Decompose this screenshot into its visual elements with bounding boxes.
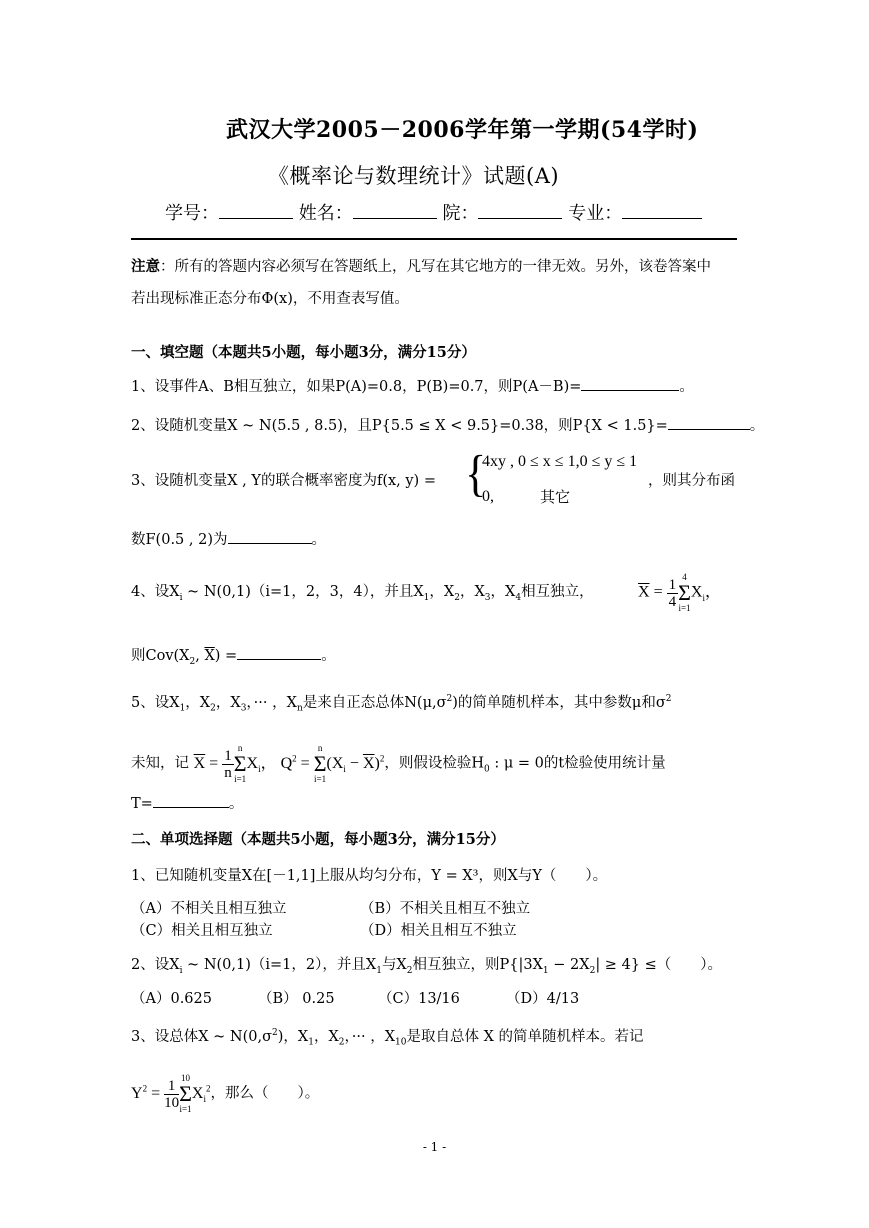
s1-q4-b: ~ N(0,1)（i=1，2，3，4），并且X	[182, 584, 424, 600]
s1-q4-c: 相互独立，	[521, 584, 594, 600]
s1-q4-d: 则Cov(X	[131, 648, 190, 664]
s2-question1: 1、已知随机变量X在[－1,1]上服从均匀分布，Y = X³，则X与Y（ ）。	[131, 868, 608, 884]
s1-question3-text: 3、设随机变量X , Y的联合概率密度为f(x, y) =	[131, 473, 436, 489]
s2-q2-option-b: （B） 0.25	[258, 991, 335, 1007]
s1-q5-g: T=	[131, 796, 153, 812]
field-school: 院：	[442, 203, 479, 224]
fraction-1-over-10: $\frac{1}{10}$	[164, 1077, 180, 1111]
s2-question2: 2、设$X_i$ ~ N(0,1)（i=1，2），并且$X_1$与$X_2$相互独立，则$P\{|3X_1 - 2X_2| \ge 4\}$ ≤（ ）。	[131, 957, 723, 976]
s2-q1-option-a: （A）不相关且相互独立	[131, 901, 287, 917]
exam-subtitle: 《概率论与数理统计》试题(A)	[268, 164, 560, 188]
s2-q2-a: 2、设X	[131, 957, 180, 973]
s1-q1-text: 1、设事件A、B相互独立，如果P(A)=0.8，P(B)=0.7，则P(A－B)=	[131, 379, 582, 395]
s2-q1-option-d: （D）相关且相互不独立	[360, 923, 517, 939]
s1-q4-line2: 则$Cov(X_2$, $\overline{X}$) = 。	[131, 643, 336, 672]
s1-q5-e: ，则假设检验H	[384, 755, 484, 772]
s2-q1-option-b: （B）不相关且相互不独立	[360, 901, 531, 917]
s2-question3: 3、设总体X ~ $N(0,\sigma^2)$，$X_1$，$X_2$，··· ，$X_{10}$是取自总体 X 的简单随机样本。若记	[131, 1028, 644, 1048]
s1-q5-f: : μ = 0的t检验使用统计量	[489, 755, 666, 772]
fraction-1-over-n: $\frac{1}{n}$	[224, 747, 232, 781]
s2-q3-a: 3、设总体X ~ N(0,σ	[131, 1028, 272, 1045]
field-student-id: 学号：	[165, 203, 219, 224]
sum-symbol-n: n Σ i=1	[233, 743, 247, 784]
s1-q1-blank[interactable]	[581, 374, 679, 391]
s1-q5-line3: T= 。	[131, 791, 243, 814]
s1-q5-c: )的简单随机样本，其中参数μ和σ	[452, 694, 666, 711]
s1-q3-continue: 数F(0.5 , 2)为 。	[131, 527, 326, 550]
s1-q2-blank[interactable]	[668, 413, 750, 430]
s2-q2-b: ~ N(0,1)（i=1，2），并且X	[182, 957, 377, 973]
s2-q2-option-c: （C）13/16	[378, 991, 460, 1007]
page-number: - 1 -	[422, 1140, 447, 1154]
field-major: 专业：	[568, 203, 623, 224]
exam-title: 武汉大学2005－2006学年第一学期(54学时)	[226, 117, 699, 143]
notice-line1	[131, 257, 711, 277]
s1-question1: 1、设事件A、B相互独立，如果P(A)=0.8，P(B)=0.7，则P(A－B)= 。	[131, 374, 694, 397]
s2-q2-option-d: （D）4/13	[506, 991, 580, 1007]
student-id-blank[interactable]	[219, 202, 293, 219]
s2-q2-c: 相互独立，则P{|3X	[412, 957, 543, 973]
field-name: 姓名：	[298, 203, 353, 224]
s1-q5-blank[interactable]	[153, 791, 229, 808]
s1-q5-b: 是来自正态总体N(μ,σ	[302, 694, 447, 711]
s1-question2: 2、设随机变量X ~ N(5.5 , 8.5)，且P{5.5 ≤ X < 9.5}=0.38，则P{X < 1.5}= 。	[131, 413, 764, 436]
major-blank[interactable]	[622, 202, 702, 219]
sum-symbol-q: n Σ i=1	[313, 743, 327, 784]
school-blank[interactable]	[478, 202, 562, 219]
mean-formula: $\overline{X}$ = $\frac{1}{4}$ 4 Σ i=1 $X_i$，	[638, 572, 721, 613]
section1-heading: 一、填空题（本题共5小题，每小题3分，满分15分）	[131, 344, 476, 361]
s2-q2-option-a: （A）0.625	[131, 991, 212, 1007]
s1-q3-case1: 4xy , 0 ≤ x ≤ 1,0 ≤ y ≤ 1	[482, 453, 638, 470]
s1-q3-cont-text: 数F(0.5 , 2)为	[131, 532, 228, 548]
piecewise-brace: {	[465, 445, 487, 502]
s1-q5-line2: 未知，记 $\overline{X}$ = $\frac{1}{n}$ n Σ i=1 $X_i$， $Q^2$ = n Σ i=1 $(X_i - \overline{X})^2$，则假设检验$H_0$ : μ = 0的t检验使用统计量	[131, 743, 666, 784]
s1-q3-blank[interactable]	[228, 527, 312, 544]
s2-q3-line2: $Y^2$ = $\frac{1}{10}$ 10 Σ i=1 $X_i^2$，那么（ ）。	[131, 1073, 320, 1114]
name-blank[interactable]	[353, 202, 437, 219]
s2-q3-c: ，那么（ ）。	[210, 1085, 320, 1102]
s1-q3-tail: ，则其分布函	[648, 473, 735, 489]
sum-symbol-10: 10 Σ i=1	[179, 1073, 192, 1114]
s1-q3-case2-cond: 其它	[540, 488, 571, 506]
student-info-line	[165, 199, 738, 225]
s1-q3-case2: 0,	[482, 488, 494, 505]
sum-symbol: 4 Σ i=1	[678, 572, 691, 613]
s1-q5-d: 未知，记	[131, 755, 189, 772]
s1-q2-text: 2、设随机变量X ~ N(5.5 , 8.5)，且P{5.5 ≤ X < 9.5}=0.38，则P{X < 1.5}=	[131, 418, 668, 434]
s1-q4-blank[interactable]	[237, 643, 321, 660]
fraction-quarter: $\frac{1}{4}$	[668, 576, 677, 610]
s1-q4-a: 4、设X	[131, 584, 180, 600]
notice-label: 注意	[131, 258, 160, 275]
s1-q5-a: 5、设X	[131, 694, 180, 711]
s2-q2-d: | ≥ 4} ≤（ ）。	[595, 957, 723, 973]
notice-line2: 若出现标准正态分布Φ(x)，不用查表写值。	[131, 291, 409, 307]
s1-question5: 5、设$X_1$，$X_2$，$X_3$，··· ，$X_n$是来自正态总体$N(\mu,\sigma^2)$的简单随机样本，其中参数μ和$\sigma^2$	[131, 694, 672, 714]
header-divider	[131, 238, 737, 240]
notice-text1: ：所有的答题内容必须写在答题纸上，凡写在其它地方的一律无效。另外，该卷答案中	[160, 259, 711, 275]
s1-question4: 4、设$X_i$ ~ N(0,1)（i=1，2，3，4），并且$X_1$，$X_2$，$X_3$，$X_4$相互独立，	[131, 584, 594, 603]
s2-q1-option-c: （C）相关且相互独立	[131, 923, 273, 939]
section2-heading: 二、单项选择题（本题共5小题，每小题3分，满分15分）	[131, 831, 505, 848]
s2-q3-b: 是取自总体 X 的简单随机样本。若记	[406, 1028, 644, 1045]
